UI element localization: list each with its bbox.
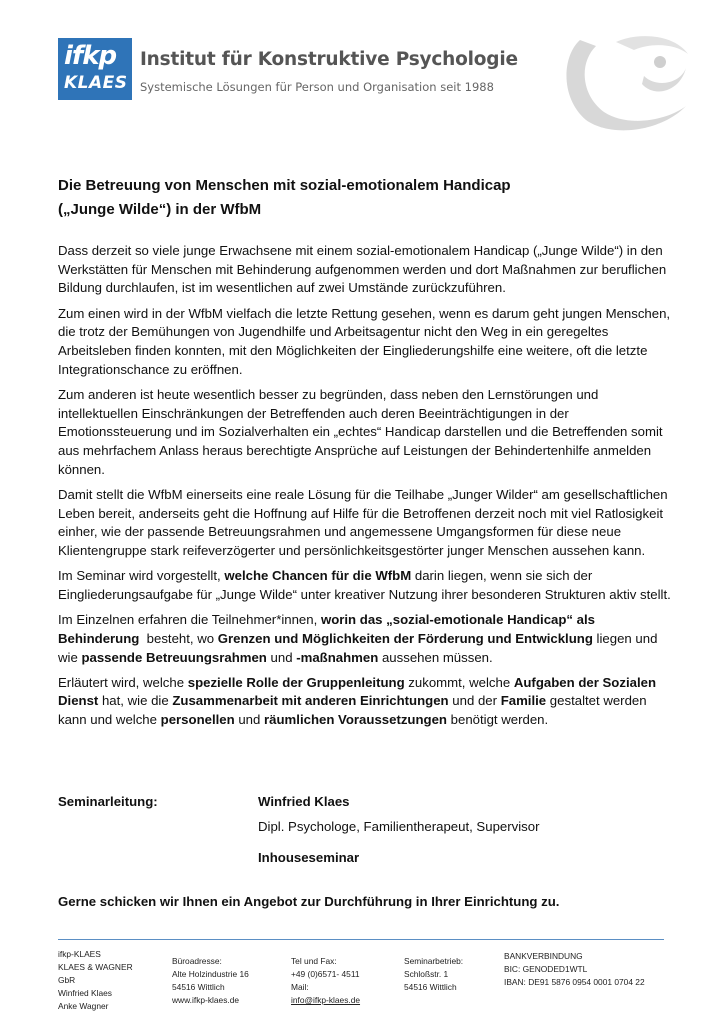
footer-office-street: Alte Holzindustrie 16 <box>172 969 249 979</box>
footer-company-line: Anke Wagner <box>58 1001 109 1011</box>
footer-office <box>172 955 249 1007</box>
seminar-format: Inhouseseminar <box>258 850 360 865</box>
footer-company-line: GbR <box>58 975 76 985</box>
p5-text: Im Seminar wird vorgestellt, <box>58 568 225 584</box>
footer-mail-label: Mail: <box>291 982 309 992</box>
p6-text: Im Einzelnen erfahren die Teilnehmer*innen, <box>58 612 321 628</box>
footer-phone: +49 (0)6571- 4511 <box>291 969 360 979</box>
p6-text: liegen und wie <box>58 630 662 665</box>
paragraph-5 <box>58 567 672 604</box>
footer-bank-bic: BIC: GENODED1WTL <box>504 964 588 974</box>
document-title <box>58 174 678 222</box>
p6-highlight: Grenzen und Möglichkeiten der Förderung und Entwicklung <box>217 630 593 646</box>
footer-office-city: 54516 Wittlich <box>172 982 225 992</box>
paragraph-1: Dass derzeit so viele junge Erwachsene mit einem sozial-emotionalem Handicap („Junge Wilde“) in den Werkstätten für Menschen mit Behinderung aufgenommen werden und dort Maßnahmen zur beruflichen Bildung durchlaufen, ist im wesentlichen auf zwei Umstände zurückzuführen. <box>58 243 667 296</box>
p7-text: hat, wie die <box>98 693 173 709</box>
p7-text: gestaltet werden kann und welche <box>58 693 647 728</box>
footer-seminar-label: Seminarbetrieb: <box>404 956 464 966</box>
institute-tagline: Systemische Lösungen für Person und Organisation seit 1988 <box>140 80 494 94</box>
paragraph-3: Zum anderen ist heute wesentlich besser zu begründen, dass neben den Lernstörungen und intellektuellen Einschränkungen der Betreffenden auch deren Beeinträchtigungen in der Emotionssteuerung und im Sozialverhalten ein „echtes“ Handicap darstellen und die Betreffenden somit aus mehrfachem Anlass heraus berechtigte Ansprüche auf Leistungen der Behindertenhilfe anmelden können. <box>58 386 663 477</box>
paragraph-6 <box>58 611 672 667</box>
footer-company-line: KLAES & WAGNER <box>58 962 133 972</box>
p6-highlight: worin das „sozial-emotionale Handicap“ als Behinderung <box>58 612 599 646</box>
footer-divider <box>58 939 664 940</box>
institute-name: Institut für Konstruktive Psychologie <box>140 49 518 70</box>
footer-company-line: Winfried Klaes <box>58 988 112 998</box>
footer-seminar-site <box>404 955 463 994</box>
p7-highlight: Zusammenarbeit mit anderen Einrichtungen <box>172 693 449 709</box>
footer-office-label: Büroadresse: <box>172 956 222 966</box>
footer-bank-iban: IBAN: DE91 5876 0954 0001 0704 22 <box>504 977 645 987</box>
decorative-swoosh-icon <box>556 28 696 138</box>
footer-seminar-city: 54516 Wittlich <box>404 982 457 992</box>
footer-seminar-street: Schloßstr. 1 <box>404 969 449 979</box>
title-line-2: („Junge Wilde“) in der WfbM <box>58 201 262 218</box>
footer-company <box>58 948 133 1013</box>
p6-text: aussehen müssen. <box>378 649 493 665</box>
seminar-label: Seminarleitung: <box>58 794 158 809</box>
p7-text: und der <box>448 693 501 709</box>
footer-company-line: ifkp-KLAES <box>58 949 101 959</box>
p7-text: und <box>234 712 265 728</box>
p7-highlight: räumlichen Voraussetzungen <box>264 712 447 728</box>
p7-highlight: Familie <box>500 693 547 709</box>
leader-role: Dipl. Psychologe, Familientherapeut, Supervisor <box>258 819 540 834</box>
p6-text: besteht, wo <box>139 630 218 646</box>
title-line-1: Die Betreuung von Menschen mit sozial-emotionalem Handicap <box>58 177 511 194</box>
p5-highlight: welche Chancen für die WfbM <box>224 568 412 584</box>
p6-highlight: passende Betreuungsrahmen <box>81 649 267 665</box>
logo <box>58 38 132 100</box>
p5-text: darin liegen, wenn sie sich der Eingliederungsaufgabe für „Junge Wilde“ unter kreativer Nutzung ihrer besonderen Strukturen aktiv stellt. <box>58 568 671 602</box>
footer-phone-label: Tel und Fax: <box>291 956 337 966</box>
paragraph-7 <box>58 674 672 730</box>
leader-name: Winfried Klaes <box>258 794 350 809</box>
logo-text-ifkp: ifkp <box>64 41 117 71</box>
footer-contact <box>291 955 360 1007</box>
footer-bank <box>504 950 645 989</box>
footer-email-link[interactable]: info@ifkp-klaes.de <box>291 995 361 1005</box>
p7-text: zukommt, welche <box>404 674 514 690</box>
footer-bank-label: BANKVERBINDUNG <box>504 951 583 961</box>
p7-text: Erläutert wird, welche <box>58 674 188 690</box>
p6-highlight: -maßnahmen <box>296 649 379 665</box>
paragraph-4: Damit stellt die WfbM einerseits eine reale Lösung für die Teilhabe „Junger Wilder“ am gesellschaftlichen Leben bereit, anderseits geht die Hoffnung auf Hilfe für die Betroffenen derzeit noch mit viel Ratlosigkeit einher, wie der passende Betreuungsrahmen und angemessene Umgangsformen für diese neue Klientengruppe stark reifeverzögerter und persönlichkeitsgestörter junger Menschen aussehen kann. <box>58 486 683 559</box>
p6-text: und <box>266 649 297 665</box>
paragraph-2: Zum einen wird in der WfbM vielfach die letzte Rettung gesehen, wenn es darum geht jungen Menschen, die trotz der Bemühungen von Jugendhilfe und Arbeitsagentur nicht den Weg in ein geregeltes Arbeitsleben finden konnten, mit den Möglichkeiten der Eingliederungshilfe eine weitere, oft die letzte Integrationschance zu eröffnen. <box>58 305 671 377</box>
closing-sentence: Gerne schicken wir Ihnen ein Angebot zur Durchführung in Ihrer Einrichtung zu. <box>58 894 560 909</box>
p7-highlight: spezielle Rolle der Gruppenleitung <box>187 674 405 690</box>
p7-highlight: personellen <box>160 712 235 728</box>
p7-text: benötigt werden. <box>447 712 549 728</box>
p7-highlight: Aufgaben der Sozialen Dienst <box>58 674 656 709</box>
document-body <box>58 242 683 736</box>
footer-website-link[interactable]: www.ifkp-klaes.de <box>172 995 240 1005</box>
logo-text-klaes: KLAES <box>64 73 128 93</box>
